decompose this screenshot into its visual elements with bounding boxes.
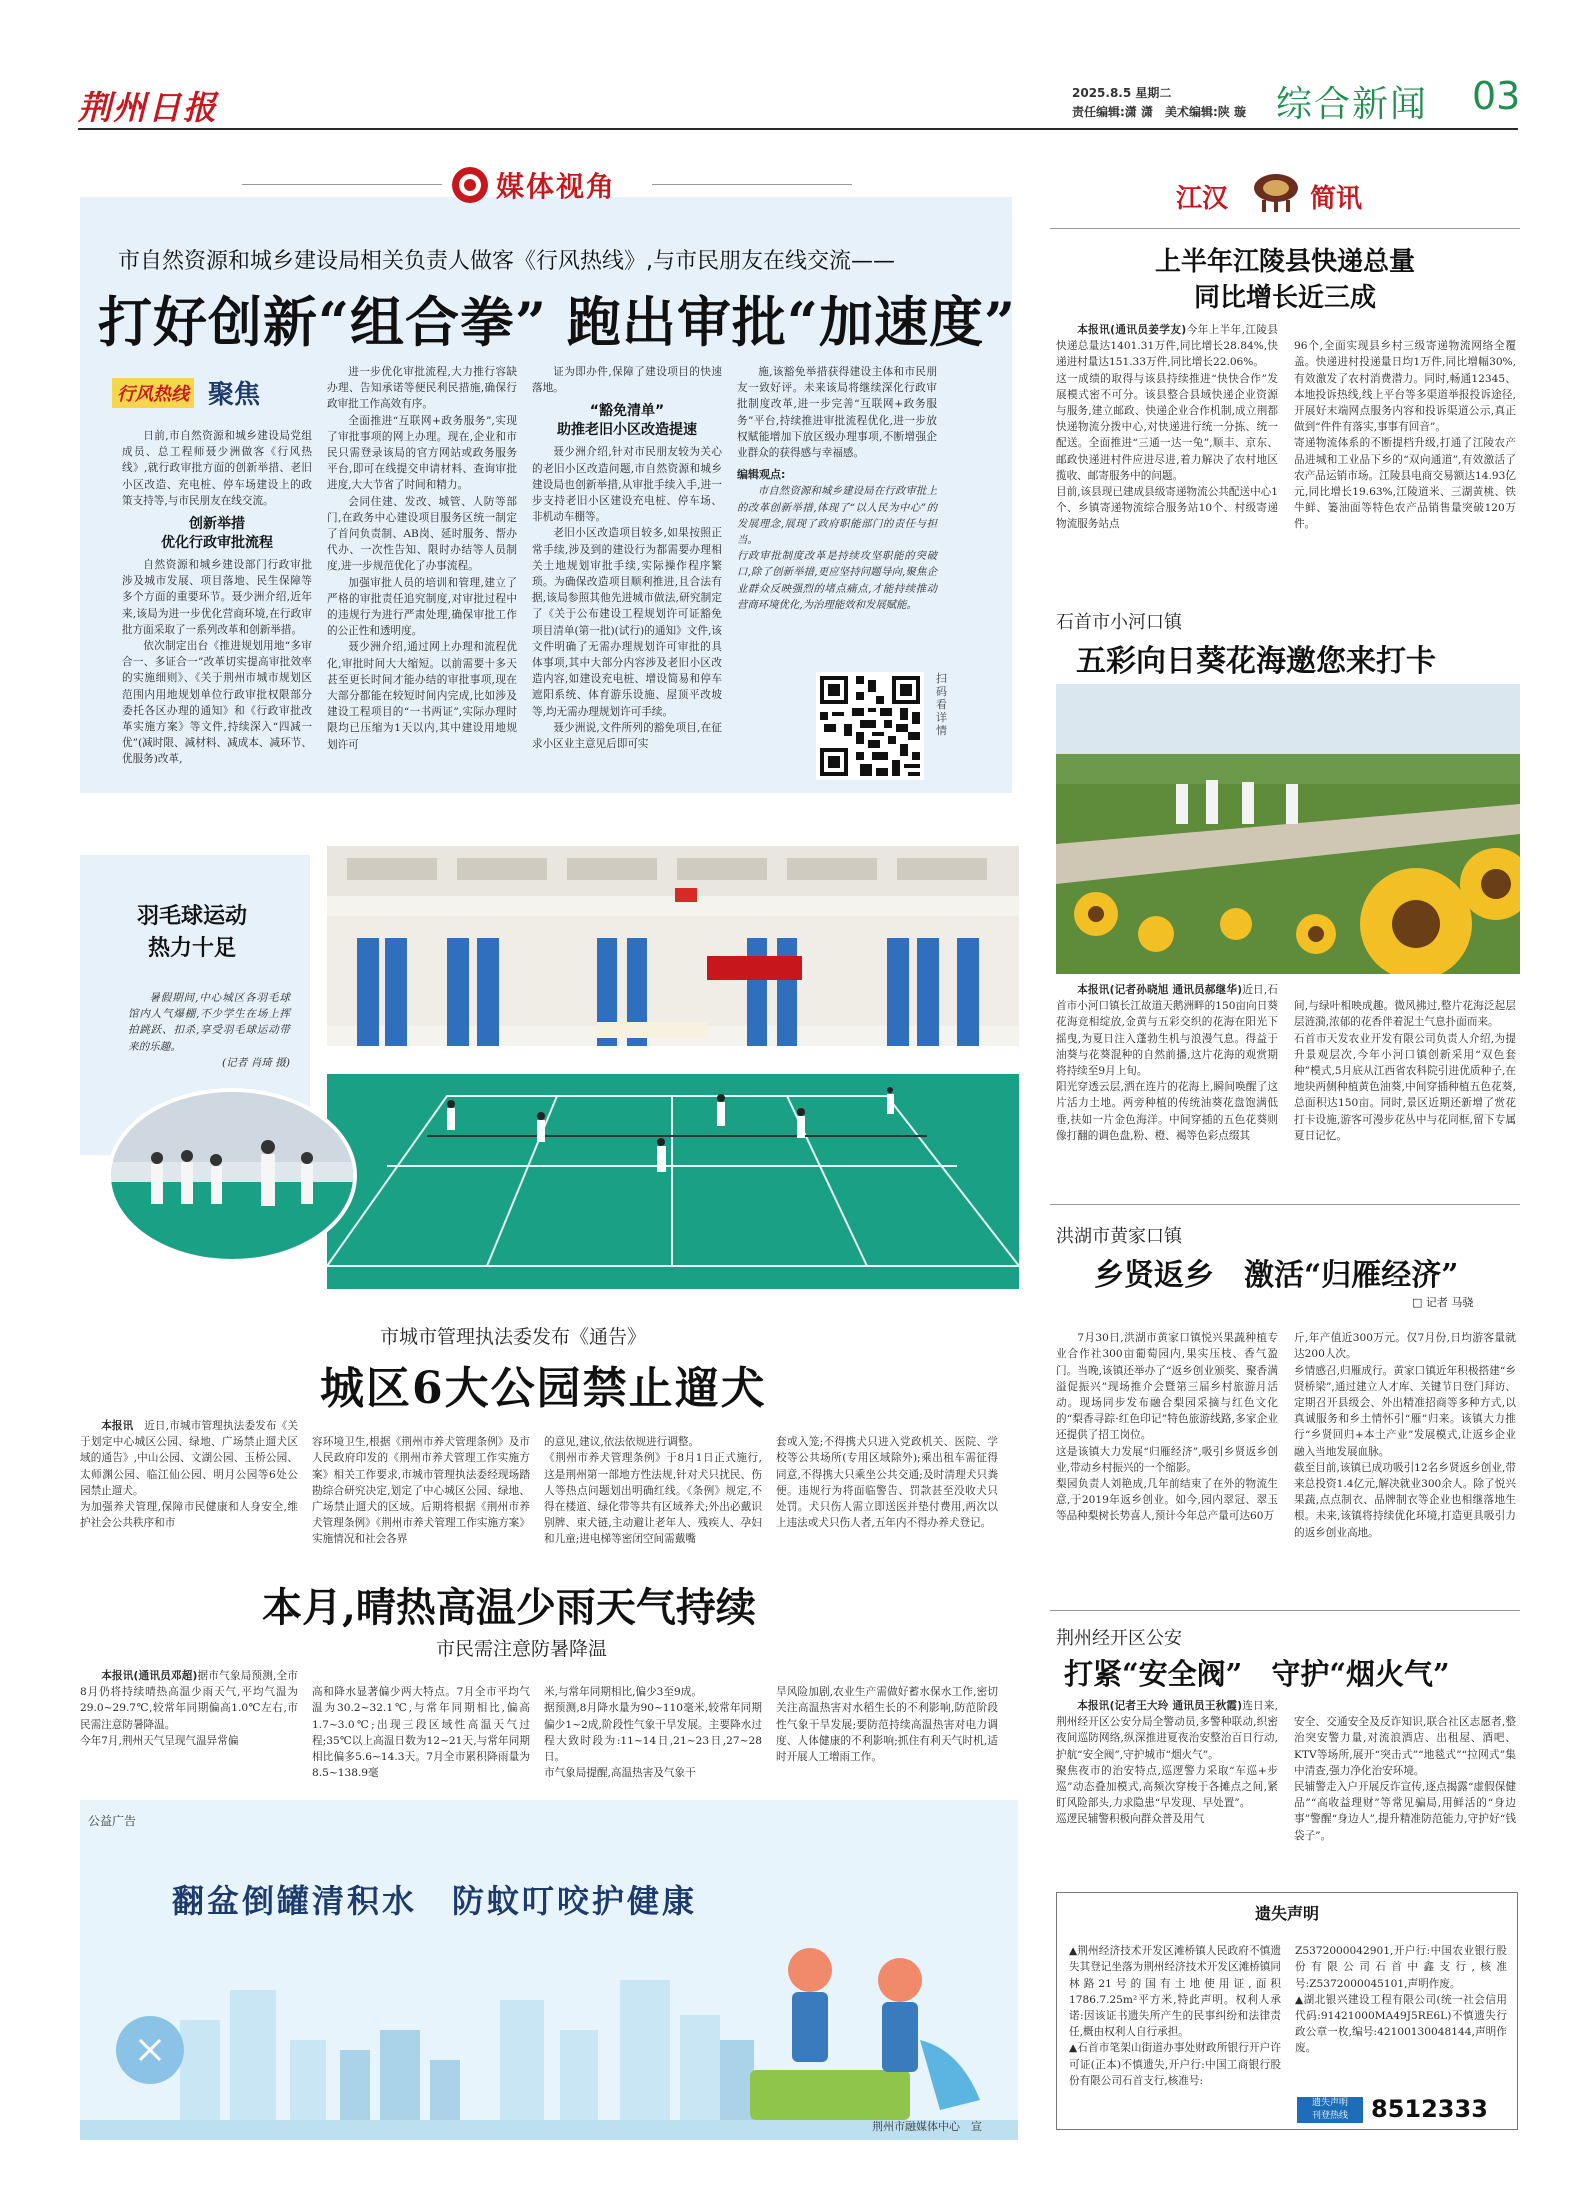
photo-credit: (记者 肖琦 摄) [222,1056,290,1069]
media-view-col4 [737,364,937,613]
paragraph: 今年上半年,江陵县快递总量达1401.31万件,同比增长28.84%,快递进村量达151.33万件,同比增长22.06%。 这一成绩的取得与该县持续推进“快快合作”发展模式密不可分。该县整合县域快递企业资源与服务,建立邮政、快递企业合作机制,成立荆都快递物流分拨中心,对快递进行统一分拣、统一配送。全面推进“三通一达一兔”,顺丰、京东、邮政快递进村件应进尽进,着力解决了农村地区揽收、邮寄服务中的问题。 目前,该县现已建成县级寄递物流公共配送中心1个、乡镇寄递物流综合服务站10个、村级寄递物流服务站点 [1056,324,1278,531]
weather-col2 [312,1668,530,1798]
masthead-rule [78,128,1518,130]
sunflower-col1-body [1056,982,1278,1144]
editors-credit: 责任编辑:潇 潇 美术编辑:陕 璇 [1072,105,1246,119]
paragraph: 容环境卫生,根据《荆州市养犬管理条例》及市人民政府印发的《荆州市养犬管理工作实施方案》相关工作要求,市城市管理执法委经现场踏勘综合研究决定,划定了中心城区公园、绿地、广场禁止遛犬的区域。后期将根据《荆州市养犬管理条例》《荆州市养犬管理工作实施方案》实施情况和社会各界 [312,1436,530,1546]
paragraph: 米,与常年同期相比,偏少3至9成。 据预测,8月降水量为90~110毫米,较常年同期偏少1~2成,阶段性气象干旱发展。主要降水过程大致时段为:11~14日,21~23日,27~28日。 市气象局提醒,高温热害及气象干 [544,1686,762,1780]
hotline-label: 遗失声明 刊登热线 [1297,2097,1363,2123]
column-tag-b: 聚焦 [208,380,261,410]
media-view-headline: 打好创新“组合拳” 跑出审批“加速度” [98,290,1017,354]
psa-footer: 荆州市融媒体中心 宣 [872,2120,982,2133]
badminton-photo [327,846,1019,1289]
paragraph: 安全、交通安全及反诈知识,联合社区志愿者,整治突安警力量,对流浪酒店、出租屋、酒吧、KTV等场所,展开“突击式”“地毯式”“拉网式”集中清查,强力净化治安环境。 民辅警走入户开展反诈宣传,逐点揭露“虚假保健品”“高收益理财”等常见骗局,用鲜活的“身边事”警醒“身边人”,提升精准防范能力,守护好“钱袋子”。 [1294,1716,1516,1842]
jianghan-banner [1176,168,1406,218]
media-view-col1 [122,428,312,768]
sunflower-col1 [1056,982,1278,1144]
paragraph: 高和降水显著偏少两大特点。7月全市平均气温为30.2~32.1℃,与常年同期相比,偏高1.7~3.0℃;出现三段区域性高温天气过程;35℃以上高温日数为12~21天,与常年同期相比偏多5.6~14.3天。7月全市累积降雨量为8.5~138.9毫 [312,1686,530,1780]
weather-headline: 本月,晴热高温少雨天气持续 [262,1584,756,1631]
media-view-title: 媒体视角 [496,170,617,203]
xiangxian-col1 [1056,1314,1278,1541]
psa-panel [80,1800,1018,2140]
paragraph: ▲荆州经济技术开发区滩桥镇人民政府不慎遗失其登记坐落为荆州经济技术开发区滩桥镇同林路21号的国有土地使用证,面积1786.7.25m²平方米,特此声明。权利人承诺:因该证书遗失所产生的民事纠纷和法律责任,概由权利人自行承担。 ▲石首市笔架山街道办事处财政所银行开户许可证(正本)不慎遗失,开户行:中国工商银行股份有限公司石首支行,核准号: [1069,1945,1281,2087]
paragraph: 加强审批人员的培训和管理,建立了严格的审批责任追究制度,对审批过程中的违规行为进行严肃处理,确保审批工作的公正性和透明度。 [327,576,517,638]
weather-col4 [776,1668,998,1781]
badminton-inset-photo [107,1088,357,1263]
dateline: 本报讯(通讯员邓超) [101,1670,198,1682]
camera-lens-icon [452,167,488,203]
column-tag [112,372,292,416]
paragraph: 会同住建、发改、城管、人防等部门,在政务中心建设项目服务区统一制定了首问负责制、AB岗、延时服务、帮办代办、一次性告知、限时办结等人员制度,进一步规范优化了办事流程。 [327,495,517,573]
xiangxian-byline: □ 记者 马骁 [1412,1296,1474,1309]
paragraph: 聂少洲介绍,针对市民朋友较为关心的老旧小区改造问题,市自然资源和城乡建设局也创新举措,从审批手续入手,进一步支持老旧小区建设充电桩、停车场、非机动车棚等。 [532,446,722,524]
paragraph: 依次制定出台《推进规划用地“多审合一、多证合一”改革切实提高审批效率的实施细则》、《关于荆州市城市规划区范围内用地规划单位行政审批权限部分委托各区办理的通知》和《行政审批改革实施方案》等文件,持续深入“四减一优”(减时限、减材料、减成本、减环节、优服务)改革, [122,640,312,766]
newspaper-logo: 荆州日报 [78,88,218,127]
safety-headline: 打紧“安全阀” 守护“烟火气” [1064,1657,1450,1691]
weather-col1 [80,1668,298,1749]
paragraph: 7月30日,洪湖市黄家口镇悦兴果蔬种植专业合作社300亩葡萄园内,果实压枝、香气盈门。当晚,该镇还举办了“返乡创业颁奖、聚香满溢促振兴”现场推介会暨第三届乡村旅游月活动。现场同步发布融合梨园采摘与红色文化的“梨香寻踪·红色印记”特色旅游线路,多家企业还提供了招工岗位。 这是该镇大力发展“归雁经济”,吸引乡贤返乡创业,带动乡村振兴的一个缩影。 梨园负责人刘艳成,几年前结束了在外的物流生意,于2019年返乡创业。如今,园内翠冠、翠玉等品种梨树长势喜人,预计今年总产量可达60万 [1056,1332,1278,1523]
subhead: “豁免清单” 助推老旧小区改造提速 [557,403,697,439]
paragraph: 间,与绿叶相映成趣。微风拂过,整片花海泛起层层涟漪,浓郁的花香伴着泥土气息扑面而来。 石首市天发农业开发有限公司负责人介绍,为提升景观层次,今年小河口镇创新采用“双色套种”模式,5月底从江西省农科院引进优质种子,在地块两侧种植黄色油葵,中间穿插种植五色花葵,总面积达150亩。同时,景区近期还新增了赏花打卡设施,游客可漫步花丛中与花同框,留下专属夏日记忆。 [1294,1000,1516,1142]
paragraph: 套或入笼;不得携犬只进入党政机关、医院、学校等公共场所(专用区域除外);乘出租车需征得同意,不得携大只乘坐公共交通;及时清理犬只粪便。违规行为将面临警告、罚款甚至没收犬只处罚。犬只伤人需立即送医并垫付费用,两次以上违法或犬只伤人者,五年内不得办养犬登记。 [776,1436,998,1530]
xiangxian-headline: 乡贤返乡 激活“归雁经济” [1094,1258,1459,1293]
sunflower-headline: 五彩向日葵花海邀您来打卡 [1076,644,1436,679]
sunflower-photo [1056,684,1520,974]
paragraph: 日前,市自然资源和城乡建设局党组成员、总工程师聂少洲做客《行风热线》,就行政审批方面的创新举措、老旧小区改造、充电桩、停车场建设上的政策支持等,与市民朋友在线交流。 [122,430,312,507]
editor-note: 市自然资源和城乡建设局在行政审批上的改革创新举措,体现了“以人民为中心”的发展理念,展现了政府职能部门的责任与担当。 行政审批制度改革是持续攻坚职能的突破口,除了创新举措,更应坚持问题导向,聚焦企业群众反映强烈的堵点痛点,才能持续推动营商环境优化,为治理能效和发展赋能。 [737,485,937,611]
lost-notice-box [1056,1892,1518,2130]
weather-col1-body [80,1668,298,1749]
paragraph: 施,该豁免举措获得建设主体和市民朋友一致好评。未来该局将继续深化行政审批制度改革,进一步完善“互联网+政务服务”平台,持续推进审批流程优化,进一步放权赋能增加下放区级办理事项,不断增强企业群众的获得感与幸福感。 [737,366,937,460]
mosquito-icon [116,2016,184,2084]
paragraph: 斤,年产值近300万元。仅7月份,日均游客量就达200人次。 乡情感召,归雁成行。黄家口镇近年积极搭建“乡贤桥梁”,通过建立人才库、关键节日登门拜访、定期召开县级会、外出精准招商等多种方式,以真诚服务和乡土情怀引“雁”归来。该镇大力推行“乡贤回归+本土产业”发展模式,让返乡企业融入当地发展血脉。 截至目前,该镇已成功吸引12名乡贤返乡创业,带来总投资1.4亿元,解决就业300余人。除了悦兴果蔬,点点制衣、品牌制衣等企业也相继落地生根。未来,该镇将持续优化环境,打造更具吸引力的返乡创业高地。 [1294,1332,1516,1539]
banner-line-left [242,184,442,185]
caption-text: 暑假期间,中心城区各羽毛球馆内人气爆棚,不少学生在场上挥拍跳跃、扣杀,享受羽毛球运动带来的乐趣。 [128,992,290,1053]
paragraph: 证为即办件,保障了建设项目的快速落地。 [532,366,722,395]
paragraph: 老旧小区改造项目较多,如果按照正常手续,涉及到的建设行为都需要办理相关土地规划审批手续,实际操作程序繁琐。为确保改造项目顺利推进,且合法有据,该局参照其他先进城市做法,研究制定了《关于公布建设工程规划许可证豁免项目清单(第一批)(试行)的通知》文件,该文件明确了无需办理规划许可审批的具体事项,其中大部分内容涉及老旧小区改造内容,如建设充电桩、增设简易和停车遮阳系统、体育游乐设施、屋顶平改坡等,均无需办理规划许可手续。 [532,527,722,718]
safety-col1 [1056,1698,1278,1828]
lost-notice-col1 [1069,1927,1281,2105]
badminton-title: 羽毛球运动 热力十足 [136,903,247,961]
banner-line-right [652,184,852,185]
dateline: 本报讯 [101,1420,134,1432]
safety-kicker: 荆州经开区公安 [1056,1628,1182,1649]
safety-col2 [1294,1698,1516,1860]
media-view-kicker: 市自然资源和城乡建设局相关负责人做客《行风热线》,与市民朋友在线交流—— [118,249,895,274]
masthead [62,74,1521,128]
parks-col2 [312,1418,530,1564]
media-view-col3 [532,364,722,752]
jianghan-rule [1050,228,1520,229]
psa-tag: 公益广告 [88,1814,137,1828]
media-view-banner [242,163,852,207]
parks-col1 [80,1418,298,1531]
parks-col3 [544,1418,762,1564]
dateline: 本报讯(通讯员姜学友) [1077,324,1187,336]
paragraph: 聂少洲介绍,通过网上办理和流程优化,审批时间大大缩短。以前需要十多天甚至更长时间才能办结的审批事项,现在大部分都能在较短时间内完成,比如涉及建设工程项目的“一书两证”,实际办理时限均已压缩为1天以内,其中建设用地规划许可 [327,641,517,751]
dateline: 本报讯(记者孙晓旭 通讯员郝继华) [1077,984,1243,996]
city-skyline-illustration [80,1800,1018,2140]
issue-date: 2025.8.5 星期二 [1072,86,1172,100]
paragraph: 近日,市城市管理执法委发布《关于划定中心城区公园、绿地、广场禁止遛犬区域的通告》,中山公园、文湖公园、玉桥公园、太师渊公园、临江仙公园、明月公园等6处公园禁止遛犬。 为加强养犬管理,保障市民健康和人身安全,维护社会公共秩序和市 [80,1420,299,1530]
sunflower-kicker: 石首市小河口镇 [1056,612,1182,633]
express-headline: 上半年江陵县快递总量 同比增长近三成 [1154,247,1415,313]
bronze-ding-icon [1250,170,1302,214]
paragraph: 旱风险加剧,农业生产需做好蓄水保水工作,密切关注高温热害对水稻生长的不利影响,防范阶段性气象干旱发展;要防范持续高温热害对电力调度、人体健康的不利影响;抓住有利天气时机,适时开展人工增雨工作。 [776,1686,998,1764]
divider [1050,1610,1520,1611]
section-name: 综合新闻 [1276,84,1429,125]
divider [1050,1204,1520,1205]
xiangxian-col2 [1294,1314,1516,1557]
parks-headline: 城区6大公园禁止遛犬 [320,1363,767,1414]
page-number: 03 [1472,74,1521,118]
paragraph: 聂少洲说,文件所列的豁免项目,在征求小区业主意见后即可实 [532,721,722,751]
subhead: 创新举措 优化行政审批流程 [161,516,273,552]
lost-notice-title: 遗失声明 [1254,1904,1319,1923]
paragraph: 据市气象局预测,全市8月仍将持续晴热高温少雨天气,平均气温为29.0~29.7℃,较常年同期偏高1.0℃左右,市民需注意防暑降温。 今年7月,荆州天气呈现气温异常偏 [80,1670,298,1747]
qr-code-icon [816,672,924,780]
weather-subhead: 市民需注意防暑降温 [436,1638,608,1660]
express-col2 [1294,322,1516,549]
parks-kicker: 市城市管理执法委发布《通告》 [380,1326,647,1348]
jianghan-banner-b: 简讯 [1310,184,1363,214]
jianghan-banner-a: 江汉 [1176,184,1229,214]
dateline: 本报讯(记者王大玲 通讯员王秋霞) [1077,1700,1243,1712]
paragraph: 近日,石首市小河口镇长江故道天鹅洲畔的150亩向日葵花海竞相绽放,金黄与五彩交织的花海在阳光下摇曳,为夏日注入蓬勃生机与浪漫气息。得益于油葵与花葵混种的自然前播,这片花海的观赏期将持续至9月上旬。 阳光穿透云层,洒在连片的花海上,瞬间唤醒了这片活力土地。两旁种植的传统油葵花盘饱满低垂,扶如一片金色海洋。中间穿插的五色花葵则像打翻的调色盘,粉、橙、褐等色彩点缀其 [1056,984,1278,1142]
sunflower-col2 [1294,982,1516,1160]
paragraph: 全面推进“互联网+政务服务”,实现了审批事项的网上办理。现在,企业和市民只需登录该局的官方网站或政务服务平台,即可在线提交申请材料、查询审批进度,大大节省了时间和精力。 [327,414,517,492]
safety-col1-body [1056,1698,1278,1828]
paragraph: Z5372000042901,开户行:中国农业银行股份有限公司石首中鑫支行,核准号:Z5372000045101,声明作废。 ▲湖北银兴建设工程有限公司(统一社会信用代码:91421000MA49J5RE6L)不慎遗失行政公章一枚,编号:42100130048144,声明作废。 [1295,1945,1507,2055]
psa-slogan: 翻盆倒罐清积水 防蚊叮咬护健康 [172,1882,698,1920]
hotline-number: 8512333 [1371,2095,1488,2123]
paragraph: 连日来,荆州经开区公安分局全警动员,多警种联动,织密夜间巡防网络,纵深推进夏夜治安整治百日行动,护航“安全阀”,守护城市“烟火气”。 聚焦夜市的治安特点,巡逻警力采取“车巡+步巡”动态叠加模式,高频次穿梭于各摊点之间,紧盯风险部头,力求隐患“早发现、早处置”。 巡逻民辅警积极向群众普及用气 [1056,1700,1278,1826]
paragraph: 自然资源和城乡建设部门行政审批涉及城市发展、项目落地、民生保障等多个方面的重要环节。聂少洲介绍,近年来,该局为进一步优化营商环境,在行政审批方面采取了一系列改革和创新举措。 [122,559,312,636]
parks-col1-body [80,1418,298,1531]
paragraph: 进一步优化审批流程,大力推行容缺办理、告知承诺等便民利民措施,确保行政审批工作高效有序。 [327,366,517,411]
parks-col4 [776,1418,998,1548]
express-col1-body [1056,322,1278,533]
badminton-caption [128,990,290,1071]
qr-caption: 扫码看详情 [936,672,947,737]
paragraph: 96个,全面实现县乡村三级寄递物流网络全覆盖。快递进村投递量日均1万件,同比增幅30%,有效激发了农村消费潜力。同时,畅通12345、本地投诉热线,线上平台等多渠道举报投诉途径,开展好末端网点服务内容和投诉渠道公示,真正做到“件件有落实,事事有回音”。 寄递物流体系的不断提档升级,打通了江陵农产品进城和工业品下乡的“双向通道”,有效激活了农产品运销市场。江陵县电商交易额达14.93亿元,同比增长19.63%,江陵道米、三湖黄桃、铁牛鲜、篓油面等特色农产品销售量突破120万件。 [1294,340,1516,531]
paragraph: 的意见,建议,依法依规进行调整。 《荆州市养犬管理条例》于8月1日正式施行,这是荆州第一部地方性法规,针对犬只扰民、伤人等热点问题划出明确红线。《条例》规定,不得在楼道、绿化带等共有区域养犬;外出必戴识别牌、束犬链,主动避让老年人、残疾人、孕妇和儿童;进电梯等密闭空间需戴嘴 [544,1436,762,1546]
weather-col3 [544,1668,762,1798]
lost-notice-col2 [1295,1927,1507,2073]
column-tag-a: 行风热线 [112,378,194,408]
editor-note-title: 编辑观点: [737,468,786,482]
media-view-col2 [327,364,517,753]
express-col1 [1056,322,1278,533]
xiangxian-kicker: 洪湖市黄家口镇 [1056,1226,1182,1247]
